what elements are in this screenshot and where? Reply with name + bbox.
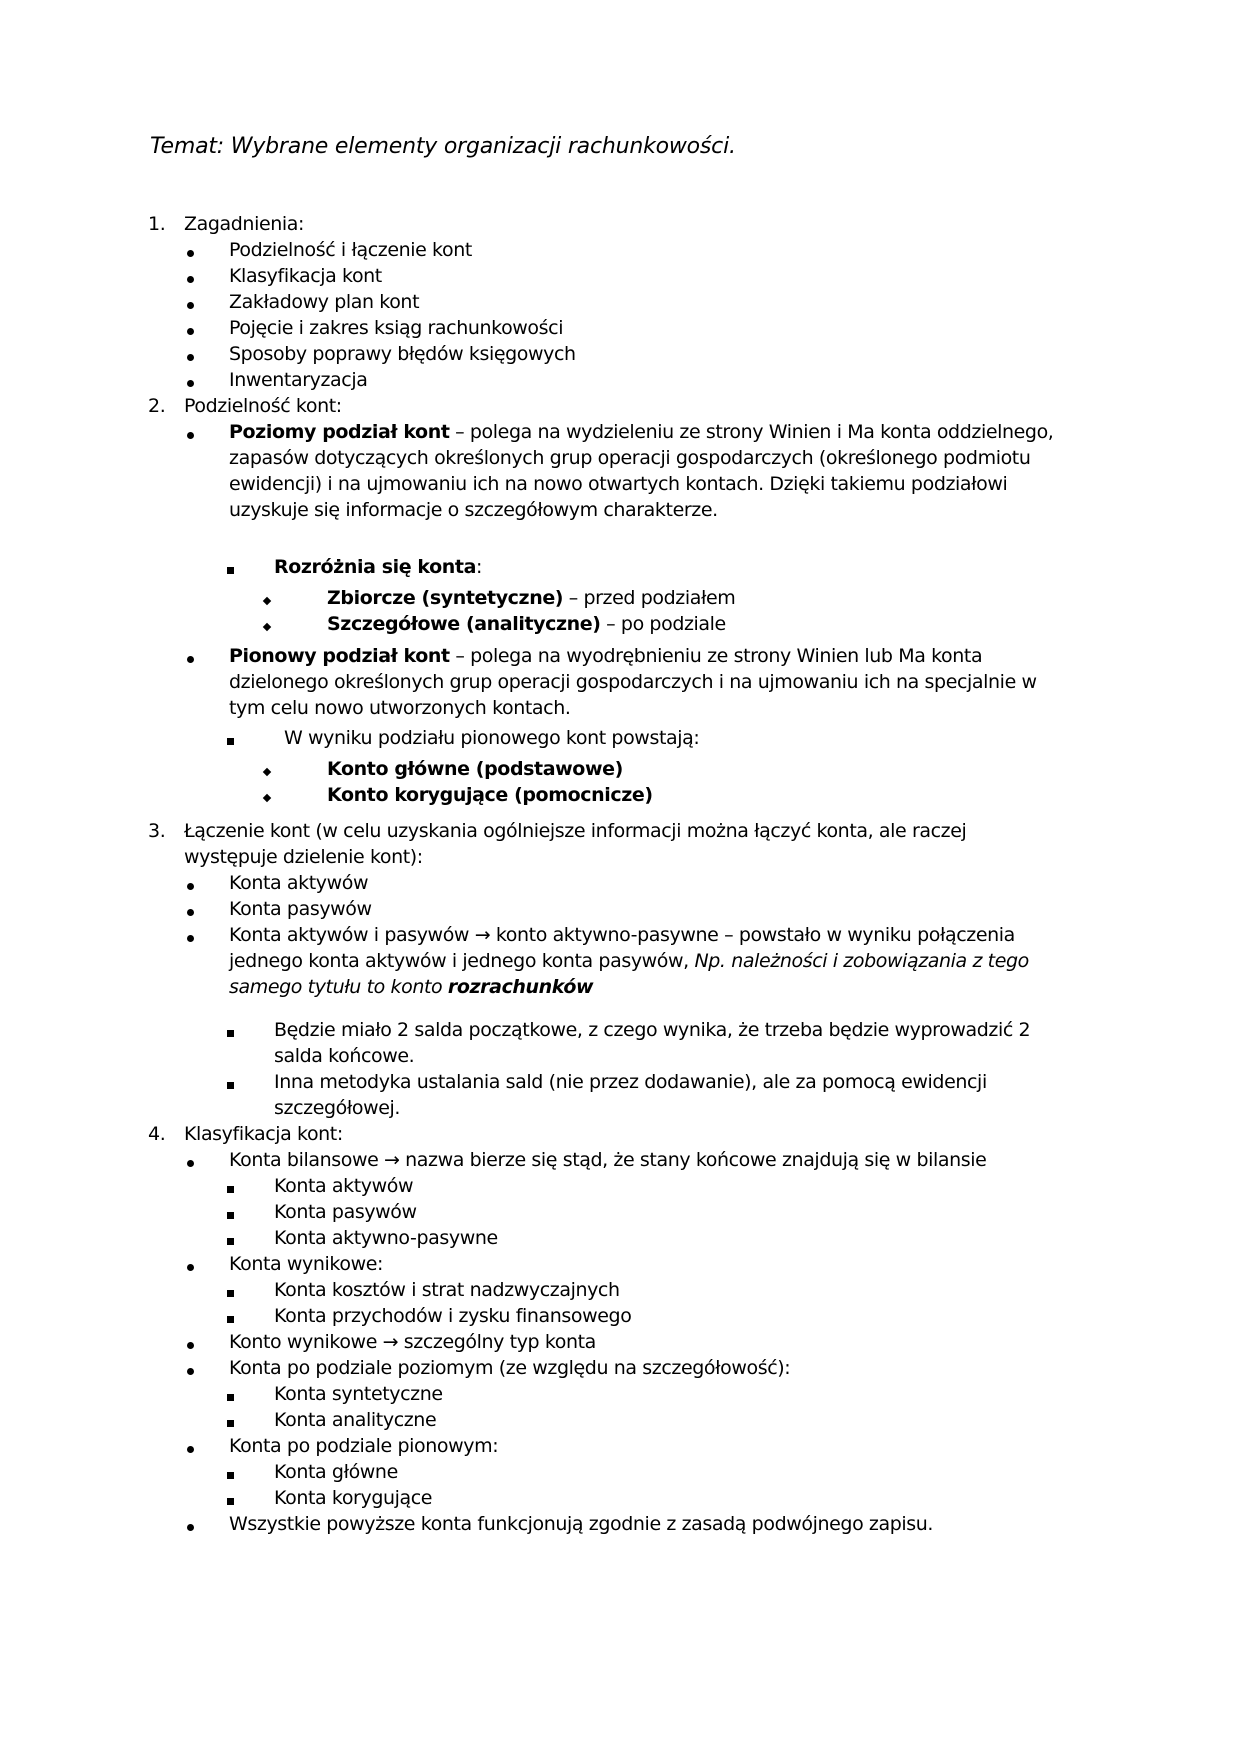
list-item: Sposoby poprawy błędów księgowych: [229, 343, 576, 365]
section-heading: występuje dzielenie kont):: [184, 846, 423, 868]
sub-label-bold: Rozróżnia się konta: [274, 556, 477, 578]
section-number: 2.: [148, 395, 166, 417]
bullet-dot-icon: [187, 302, 194, 309]
section-number: 4.: [148, 1123, 166, 1145]
list-item: Konta korygujące: [274, 1487, 433, 1509]
list-item: Zakładowy plan kont: [229, 291, 420, 313]
term-bold: Poziomy podział kont: [229, 421, 450, 443]
bullet-dot-icon: [187, 380, 194, 387]
paragraph-line: [229, 643, 982, 669]
text: – przed podziałem: [563, 587, 736, 609]
section-heading: Podzielność kont:: [184, 395, 342, 417]
list-item: [327, 611, 726, 637]
term-bold: Konto korygujące (pomocnicze): [327, 784, 653, 806]
list-item: [327, 585, 735, 611]
bullet-square-icon: [227, 1472, 234, 1479]
paragraph-line: szczegółowej.: [274, 1097, 401, 1119]
bullet-square-icon: [227, 1030, 234, 1037]
section-heading: Zagadnienia:: [184, 213, 304, 235]
section-number: 3.: [148, 820, 166, 842]
paragraph-line: [229, 948, 1029, 974]
bullet-diamond-icon: [263, 597, 271, 605]
term-bold: Szczegółowe (analityczne): [327, 613, 601, 635]
list-item: Konta aktywno-pasywne: [274, 1227, 498, 1249]
bullet-dot-icon: [187, 1342, 194, 1349]
paragraph-line: Będzie miało 2 salda początkowe, z czego wynika, że trzeba będzie wyprowadzić 2: [274, 1019, 1031, 1041]
bullet-dot-icon: [187, 1368, 194, 1375]
bullet-square-icon: [227, 1082, 234, 1089]
colon: :: [476, 556, 483, 578]
bullet-square-icon: [227, 1238, 234, 1245]
list-item: Podzielność i łączenie kont: [229, 239, 472, 261]
bullet-square-icon: [227, 1290, 234, 1297]
paragraph-line: [229, 419, 1053, 445]
paragraph-line: salda końcowe.: [274, 1045, 415, 1067]
bullet-dot-icon: [187, 909, 194, 916]
list-item: Konta aktywów: [229, 872, 369, 894]
list-item: Konto wynikowe → szczególny typ konta: [229, 1331, 596, 1353]
section-heading: Łączenie kont (w celu uzyskania ogólniejsze informacji można łączyć konta, ale raczej: [184, 820, 967, 842]
list-item: Pojęcie i zakres ksiąg rachunkowości: [229, 317, 564, 339]
list-item: Konta analityczne: [274, 1409, 437, 1431]
paragraph-line: uzyskuje się informacje o szczegółowym charakterze.: [229, 499, 718, 521]
bullet-dot-icon: [187, 354, 194, 361]
page-title: Temat: Wybrane elementy organizacji rachunkowości.: [150, 134, 736, 159]
bullet-dot-icon: [187, 656, 194, 663]
term-bold: Konto główne (podstawowe): [327, 758, 623, 780]
bullet-square-icon: [227, 1394, 234, 1401]
text-italic: Np. należności i zobowiązania z tego: [694, 950, 1029, 972]
list-item: Konta bilansowe → nazwa bierze się stąd, że stany końcowe znajdują się w bilansie: [229, 1149, 987, 1171]
list-item: Inwentaryzacja: [229, 369, 368, 391]
list-item: Konta pasywów: [274, 1201, 417, 1223]
paragraph-line: zapasów dotyczących określonych grup operacji gospodarczych (określonego podmiotu: [229, 447, 1031, 469]
text: – polega na wydzieleniu ze strony Winien i Ma konta oddzielnego,: [449, 421, 1054, 443]
list-item: Konta syntetyczne: [274, 1383, 443, 1405]
list-item: Konta po podziale pionowym:: [229, 1435, 499, 1457]
list-item: Konta przychodów i zysku finansowego: [274, 1305, 632, 1327]
bullet-square-icon: [227, 567, 234, 574]
list-item: Wszystkie powyższe konta funkcjonują zgodnie z zasadą podwójnego zapisu.: [229, 1513, 934, 1535]
bullet-dot-icon: [187, 935, 194, 942]
bullet-dot-icon: [187, 250, 194, 257]
paragraph-line: [229, 974, 593, 1000]
bullet-square-icon: [227, 1420, 234, 1427]
list-item: Konta główne: [274, 1461, 398, 1483]
bullet-dot-icon: [187, 1264, 194, 1271]
section-number: 1.: [148, 213, 166, 235]
bullet-dot-icon: [187, 1524, 194, 1531]
bullet-square-icon: [227, 738, 234, 745]
paragraph-line: Konta aktywów i pasywów → konto aktywno-pasywne – powstało w wyniku połączenia: [229, 924, 1015, 946]
list-item: Konta pasywów: [229, 898, 372, 920]
bullet-dot-icon: [187, 276, 194, 283]
paragraph-line: tym celu nowo utworzonych kontach.: [229, 697, 571, 719]
bullet-dot-icon: [187, 1160, 194, 1167]
term-bold: Zbiorcze (syntetyczne): [327, 587, 564, 609]
term-bold: Pionowy podział kont: [229, 645, 450, 667]
text-bold-italic: rozrachunków: [447, 976, 594, 998]
text-italic: samego tytułu to konto: [229, 976, 448, 998]
list-item: Konta wynikowe:: [229, 1253, 383, 1275]
bullet-square-icon: [227, 1316, 234, 1323]
bullet-dot-icon: [187, 328, 194, 335]
paragraph-line: dzielonego określonych grup operacji gospodarczych i na ujmowaniu ich na specjalnie w: [229, 671, 1037, 693]
list-item: [327, 756, 623, 782]
section-heading: Klasyfikacja kont:: [184, 1123, 343, 1145]
list-item: Konta aktywów: [274, 1175, 414, 1197]
bullet-dot-icon: [187, 432, 194, 439]
bullet-square-icon: [227, 1498, 234, 1505]
bullet-square-icon: [227, 1186, 234, 1193]
bullet-dot-icon: [187, 883, 194, 890]
list-item: Konta kosztów i strat nadzwyczajnych: [274, 1279, 620, 1301]
bullet-dot-icon: [187, 1446, 194, 1453]
text: jednego konta aktywów i jednego konta pasywów,: [229, 950, 695, 972]
paragraph-line: Inna metodyka ustalania sald (nie przez dodawanie), ale za pomocą ewidencji: [274, 1071, 987, 1093]
paragraph-line: ewidencji) i na ujmowaniu ich na nowo otwartych kontach. Dzięki takiemu podziałowi: [229, 473, 1008, 495]
sub-label: W wyniku podziału pionowego kont powstają:: [284, 727, 700, 749]
text: – po podziale: [600, 613, 726, 635]
text: – polega na wyodrębnieniu ze strony Winien lub Ma konta: [449, 645, 983, 667]
list-item: [327, 782, 653, 808]
bullet-diamond-icon: [263, 623, 271, 631]
bullet-diamond-icon: [263, 794, 271, 802]
list-item: Klasyfikacja kont: [229, 265, 382, 287]
bullet-diamond-icon: [263, 768, 271, 776]
list-item: Konta po podziale poziomym (ze względu na szczegółowość):: [229, 1357, 791, 1379]
sub-label: [274, 554, 482, 580]
bullet-square-icon: [227, 1212, 234, 1219]
